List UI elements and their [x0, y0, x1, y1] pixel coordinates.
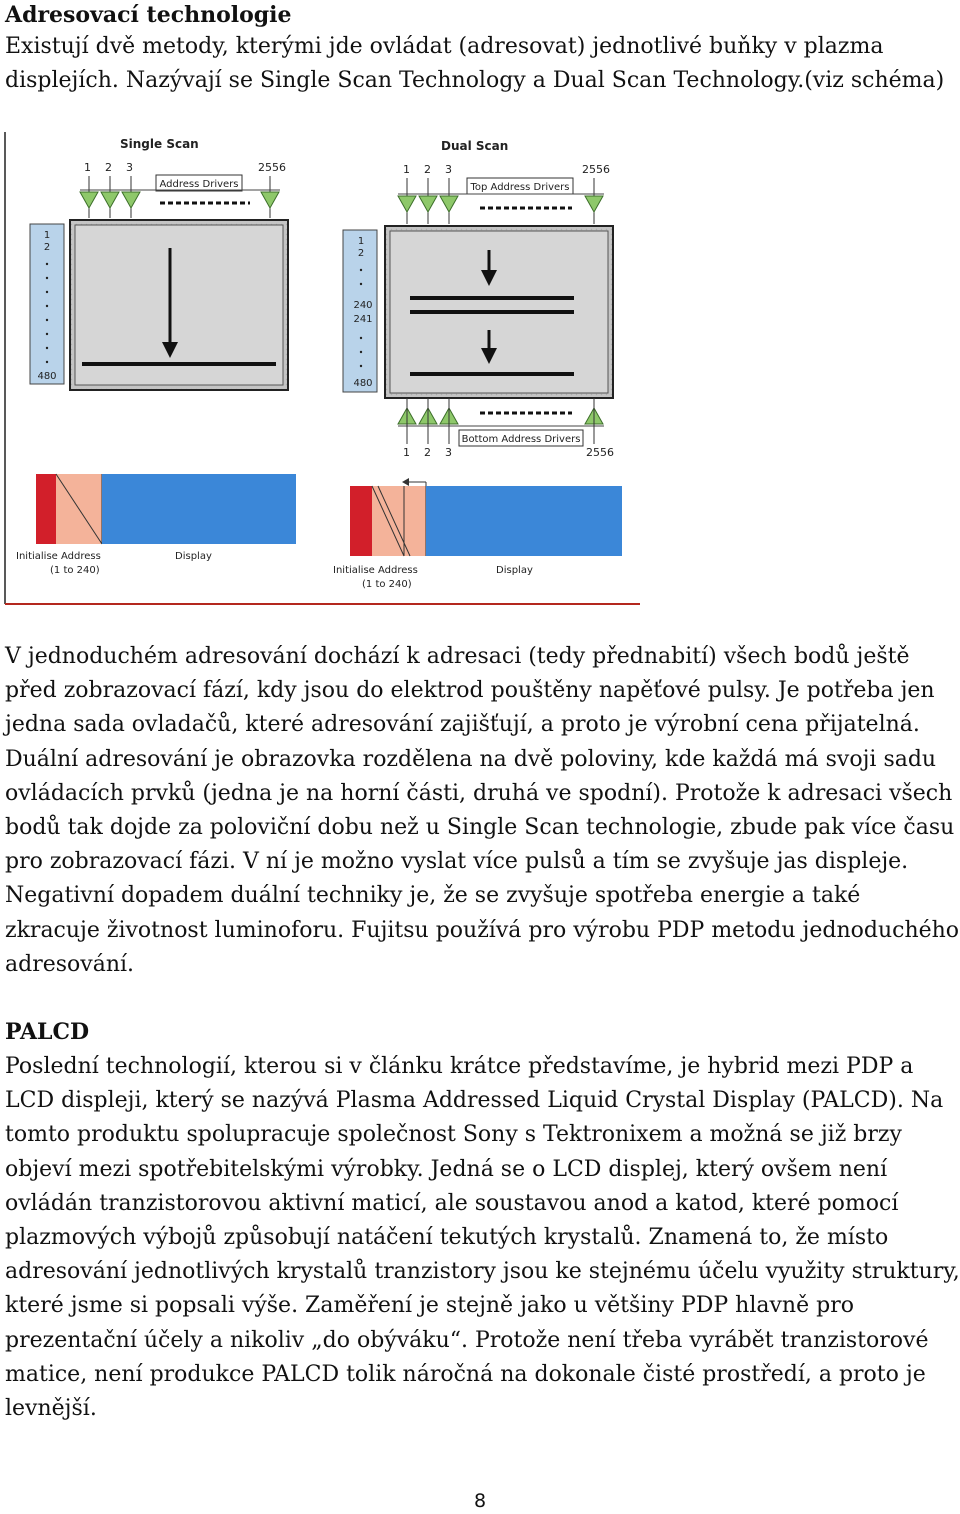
dual-row-label-2: 2: [357, 248, 365, 259]
single-driver-triangle-2: [101, 192, 119, 208]
dual-bottom-col-label-3: 3: [445, 446, 452, 459]
single-scan-diagram: [16, 137, 296, 576]
addressing-body-paragraph: V jednoduchém adresování dochází k adresaci (tedy přednabití) všech bodů ještě před zobrazovací fází, kdy jsou do elektrod pouštěny napěťové pulsy. Je potřeba jen jedna sada ovladačů, které adresování zajišťují, a proto je výrobní cena přijatelná. Duální adresování je obrazovka rozdělena na dvě poloviny, kde každá má svoji sadu ovládacích prvků (jedna je na horní části, druhá ve spodní). Protože k adresaci všech bodů tak dojde za poloviční dobu než u Single Scan technologie, zbude pak více času pro zobrazovací fázi. V ní je možno vyslat více pulsů a tím se zvyšuje jas displeje. Negativní dopadem duální techniky je, že se zvyšuje spotřeba energie a také zkracuje životnost luminoforu. Fujitsu používá pro výrobu PDP metodu jednoduchého adresování.: [5, 644, 960, 977]
dual-row-label-240: 240: [353, 300, 373, 311]
dual-display-label: Display: [496, 565, 533, 576]
bottom-address-drivers-label: Bottom Address Drivers: [461, 434, 581, 445]
single-init-range: (1 to 240): [50, 565, 100, 576]
section-heading-addressing: Adresovací technologie: [5, 2, 292, 28]
single-init-label: Initialise Address: [16, 551, 101, 562]
single-scan-title: Single Scan: [120, 137, 199, 151]
dual-init-red: [350, 486, 372, 556]
dual-display-blue: [426, 486, 622, 556]
single-display-label: Display: [175, 551, 212, 562]
dual-top-triangle-3: [440, 196, 458, 212]
dual-init-range: (1 to 240): [362, 579, 412, 590]
single-row-label-1: 1: [43, 230, 51, 241]
dual-scan-diagram: [333, 139, 622, 590]
dual-bottom-col-label-2: 2: [424, 446, 431, 459]
page-number: 8: [473, 1490, 487, 1512]
dual-row-label-1: 1: [357, 236, 365, 247]
dual-col-label-2: 2: [424, 163, 431, 176]
dual-col-label-2556: 2556: [582, 163, 610, 176]
palcd-body-paragraph: Poslední technologií, kterou si v článku krátce představíme, je hybrid mezi PDP a LCD displeji, který se nazývá Plasma Addressed Liquid Crystal Display (PALCD). Na tomto produktu spolupracuje společnost Sony s Tektronixem a možná se již brzy objeví mezi spotřebitelskými výrobky. Jedná se o LCD displej, který ovšem není ovládán tranzistorovou aktivní maticí, ale soustavou anod a katod, které pomocí plazmových výbojů způsobují natáčení tekutých krystalů. Znamená to, že místo adresování jednotlivých krystalů tranzistory jsou ke stejnému účelu využity struktury, které jsme si popsali výše. Zaměření je stejně jako u většiny PDP hlavně pro prezentační účely a nikoliv „do obýváku“. Protože není třeba vyrábět tranzistorové matice, není produkce PALCD tolik náročná na dokonale čisté prostředí, a proto je levnější.: [5, 1054, 960, 1422]
dual-scan-title: Dual Scan: [441, 139, 509, 153]
single-driver-triangle-2556: [261, 192, 279, 208]
dual-init-label: Initialise Address: [333, 565, 418, 576]
single-driver-triangle-3: [122, 192, 140, 208]
single-row-label-480: 480: [37, 371, 57, 382]
dual-top-triangle-2: [419, 196, 437, 212]
single-row-label-2: 2: [43, 242, 51, 253]
top-address-drivers-label: Top Address Drivers: [470, 182, 570, 193]
single-driver-triangle-1: [80, 192, 98, 208]
single-display-blue: [102, 474, 296, 544]
single-col-label-2: 2: [105, 161, 112, 174]
dual-top-triangle-2556: [585, 196, 603, 212]
single-col-label-1: 1: [84, 161, 91, 174]
address-drivers-label: Address Drivers: [159, 179, 239, 190]
intro-paragraph: Existují dvě metody, kterými jde ovládat (adresovat) jednotlivé buňky v plazma displejích. Nazývají se Single Scan Technology a Dual Scan Technology.(viz schéma): [5, 34, 945, 94]
dual-row-label-480: 480: [353, 378, 373, 389]
dual-top-triangle-1: [398, 196, 416, 212]
dual-row-label-241: 241: [353, 314, 373, 325]
single-col-label-2556: 2556: [258, 161, 286, 174]
single-init-red: [36, 474, 56, 544]
dual-col-label-3: 3: [445, 163, 452, 176]
single-col-label-3: 3: [126, 161, 133, 174]
scan-schematic-figure: [0, 128, 645, 608]
section-heading-palcd: PALCD: [5, 1019, 90, 1045]
dual-bottom-col-label-1: 1: [403, 446, 410, 459]
dual-bottom-col-label-2556: 2556: [586, 446, 614, 459]
dual-col-label-1: 1: [403, 163, 410, 176]
